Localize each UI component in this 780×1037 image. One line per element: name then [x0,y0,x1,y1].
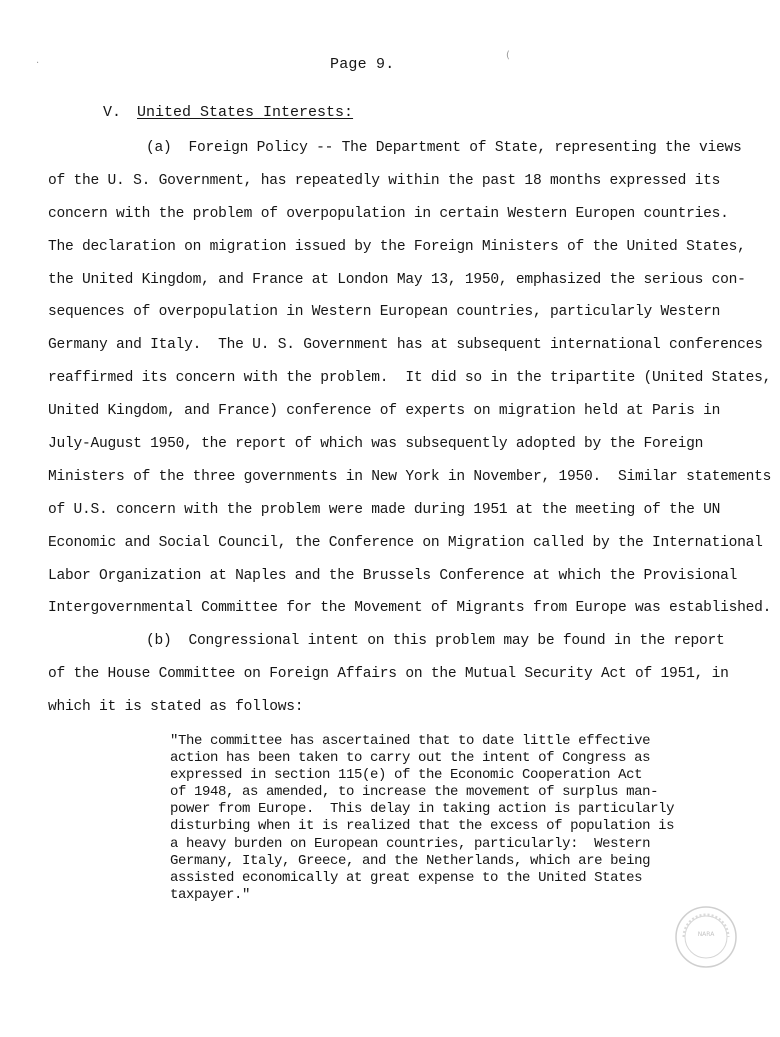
body-line: reaffirmed its concern with the problem. It did so in the tripartite (United States, [48,370,772,387]
quote-line: action has been taken to carry out the intent of Congress as [170,750,651,767]
quote-line: Germany, Italy, Greece, and the Netherlands, which are being [170,852,651,869]
body-line: concern with the problem of overpopulation in certain Western Europen countries. [48,205,729,222]
body-line: United Kingdom, and France) conference of experts on migration held at Paris in [48,403,721,420]
library-stamp [674,905,738,969]
quote-line: a heavy burden on European countries, particularly: Western [170,835,651,852]
scan-mark-right: ( [506,50,510,61]
body-line: of the House Committee on Foreign Affairs on the Mutual Security Act of 1951, in [48,666,729,683]
body-line: Intergovernmental Committee for the Movement of Migrants from Europe was established. [48,600,772,617]
section-heading [103,104,353,121]
body-line: Labor Organization at Naples and the Brussels Conference at which the Provisional [48,567,738,584]
quote-line: disturbing when it is realized that the excess of population is [170,818,675,835]
scan-speck-left: · [36,58,40,69]
quote-line: "The committee has ascertained that to date little effective [170,733,651,749]
quote-line: power from Europe. This delay in taking action is particularly [170,801,675,818]
body-line: (a) Foreign Policy -- The Department of State, representing the views [146,140,742,156]
quote-line: taxpayer." [170,886,251,903]
body-line: Ministers of the three governments in New York in November, 1950. Similar statements [48,468,772,485]
body-line: of U.S. concern with the problem were made during 1951 at the meeting of the UN [48,501,721,518]
quote-line: assisted economically at great expense to the United States [170,869,643,886]
body-line: Germany and Italy. The U. S. Government has at subsequent international conferences [48,337,763,354]
section-numeral: V. [103,104,122,121]
section-title: United States Interests: [137,104,354,121]
quote-line: of 1948, as amended, to increase the movement of surplus man- [170,784,659,801]
block-quote [170,733,710,904]
body-line: The declaration on migration issued by the Foreign Ministers of the United States, [48,238,746,255]
body-line: of the U. S. Government, has repeatedly within the past 18 months expressed its [48,172,721,189]
body-line: sequences of overpopulation in Western European countries, particularly Western [48,304,721,321]
body-line: Economic and Social Council, the Conference on Migration called by the International [48,534,763,551]
body-line: which it is stated as follows: [48,699,304,716]
stamp-label: NARA [697,931,715,938]
body-line: the United Kingdom, and France at London May 13, 1950, emphasized the serious con- [48,271,746,288]
body-text [48,139,772,731]
body-line: July-August 1950, the report of which was subsequently adopted by the Foreign [48,436,704,453]
page-number: Page 9. [330,56,395,73]
body-line: (b) Congressional intent on this problem may be found in the report [146,633,725,650]
quote-line: expressed in section 115(e) of the Economic Cooperation Act [170,767,643,784]
